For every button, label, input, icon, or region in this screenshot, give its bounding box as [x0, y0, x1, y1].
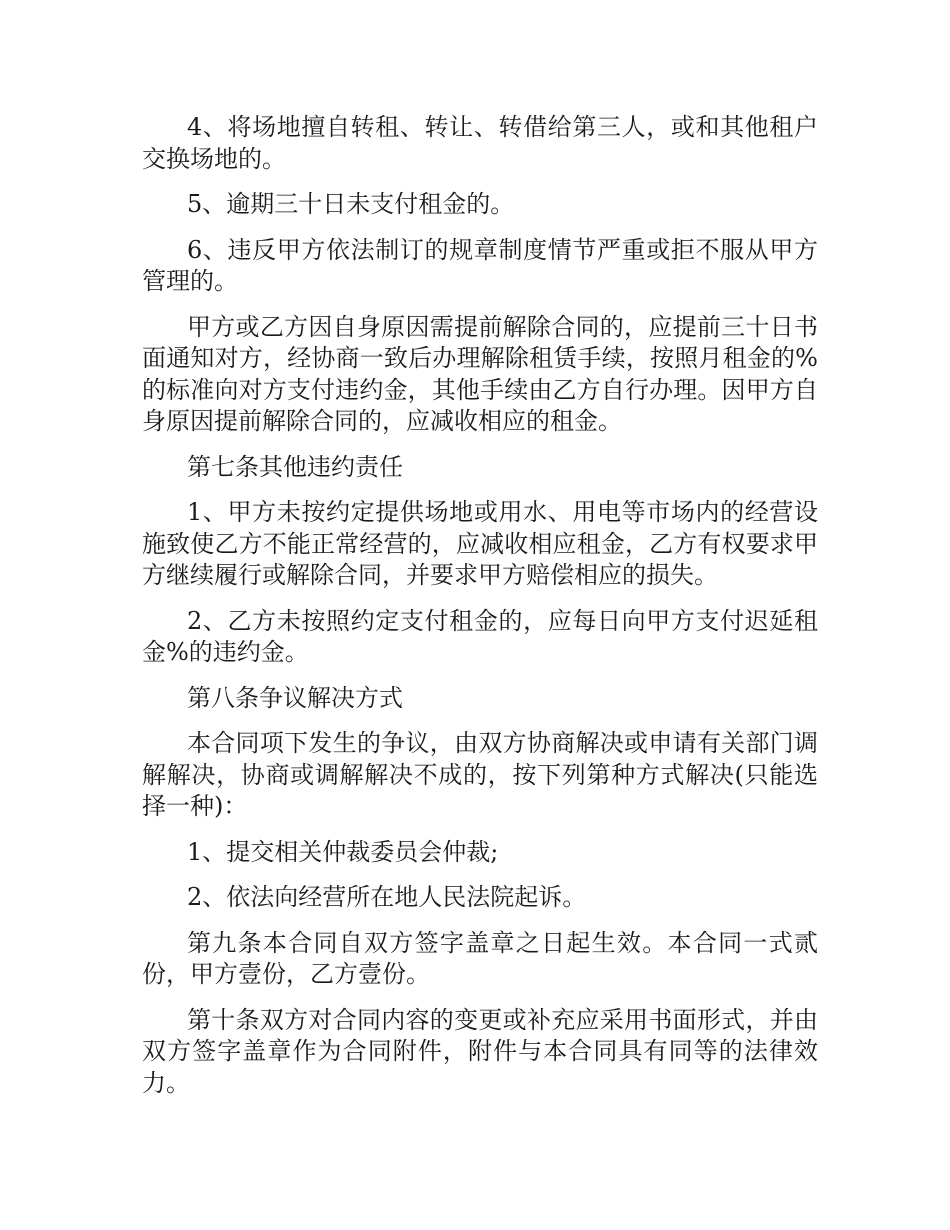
- clause-item-4: 4、将场地擅自转租、转让、转借给第三人，或和其他租户交换场地的。: [142, 113, 818, 173]
- clause-item-6: 6、违反甲方依法制订的规章制度情节严重或拒不服从甲方管理的。: [142, 235, 818, 295]
- article-8-heading: 第八条争议解决方式: [187, 683, 403, 712]
- article-10-paragraph: 第十条双方对合同内容的变更或补充应采用书面形式，并由双方签字盖章作为合同附件，附件与本合同具有同等的法律效力。: [142, 1005, 818, 1097]
- article-7-heading: 第七条其他违约责任: [187, 452, 403, 481]
- clause-item-5: 5、逾期三十日未支付租金的。: [187, 190, 515, 218]
- article-7-item-2: 2、乙方未按照约定支付租金的，应每日向甲方支付迟延租金%的违约金。: [142, 606, 818, 666]
- dispute-option-1: 1、提交相关仲裁委员会仲裁;: [187, 837, 499, 866]
- dispute-resolution-paragraph: 本合同项下发生的争议，由双方协商解决或申请有关部门调解解决，协商或调解解决不成的，按下列第种方式解决(只能选择一种)：: [142, 729, 818, 820]
- article-9-paragraph: 第九条本合同自双方签字盖章之日起生效。本合同一式贰份，甲方壹份，乙方壹份。: [142, 928, 818, 988]
- document-page: [142, 112, 818, 1113]
- early-termination-paragraph: 甲方或乙方因自身原因需提前解除合同的，应提前三十日书面通知对方，经协商一致后办理解除租赁手续，按照月租金的%的标准向对方支付违约金，其他手续由乙方自行办理。因甲方自身原因提前解除合同的，应减收相应的租金。: [142, 312, 818, 435]
- dispute-option-2: 2、依法向经营所在地人民法院起诉。: [187, 883, 587, 911]
- article-7-item-1: 1、甲方未按约定提供场地或用水、用电等市场内的经营设施致使乙方不能正常经营的，应减收相应租金，乙方有权要求甲方继续履行或解除合同，并要求甲方赔偿相应的损失。: [142, 498, 818, 589]
